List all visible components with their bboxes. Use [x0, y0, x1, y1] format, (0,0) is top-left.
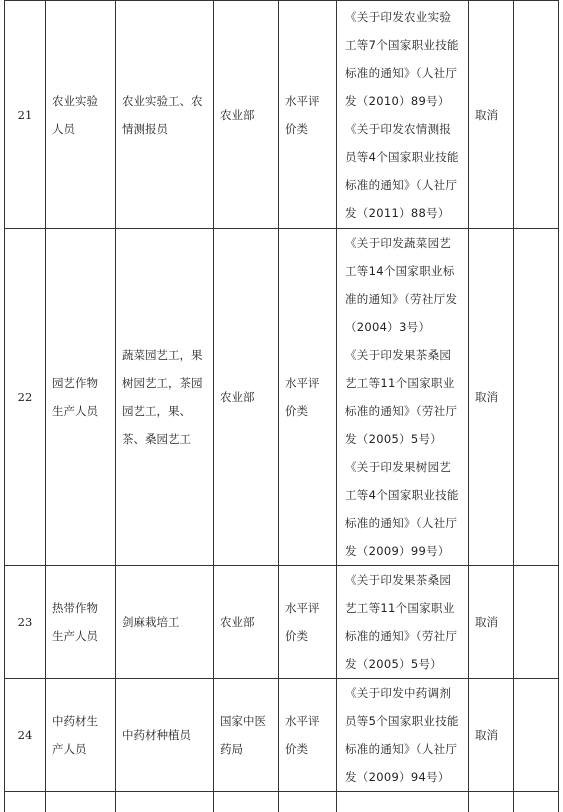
occupation-table: [4, 0, 559, 812]
standard-cell: [337, 229, 469, 566]
occupation-cell: 蔬菜园艺工，果树园艺工，茶园园艺工，果、茶、桑园艺工: [116, 229, 214, 566]
department-cell: 国家中医药局: [214, 679, 279, 792]
action-cell: 取消: [469, 229, 514, 566]
category-cell: 农业实验人员: [46, 1, 116, 229]
department-cell: 农业部: [214, 229, 279, 566]
standard-document: 《关于印发蔬菜园艺工等14个国家职业标准的通知》（劳社厅发（2004）3号）: [345, 229, 462, 341]
action-cell: 取消: [469, 679, 514, 792]
standard-cell: [337, 566, 469, 679]
action-cell: 取消: [469, 1, 514, 229]
table-row: [5, 679, 559, 792]
table-row-partial: [5, 792, 559, 812]
row-number: 23: [5, 566, 46, 679]
department-cell: 农业部: [214, 1, 279, 229]
standard-document: 《关于印发果树园艺工等4个国家职业技能标准的通知》（人社厅发（2009）99号）: [345, 453, 462, 565]
standard-cell: [337, 679, 469, 792]
empty-cell: [5, 792, 46, 812]
row-number: 21: [5, 1, 46, 229]
empty-cell: [337, 792, 469, 812]
type-cell: 水平评价类: [279, 679, 337, 792]
row-number: 22: [5, 229, 46, 566]
note-cell: [514, 1, 559, 229]
type-cell: 水平评价类: [279, 566, 337, 679]
standard-document: 《关于印发中药调剂员等5个国家职业技能标准的通知》（人社厅发（2009）94号）: [345, 679, 462, 791]
standard-document: 《关于印发农业实验工等7个国家职业技能标准的通知》（人社厅发（2010）89号）: [345, 3, 462, 115]
standard-document: 《关于印发果茶桑园艺工等11个国家职业标准的通知》（劳社厅发（2005）5号）: [345, 566, 462, 678]
standard-document: 《关于印发果茶桑园艺工等11个国家职业标准的通知》（劳社厅发（2005）5号）: [345, 341, 462, 453]
empty-cell: [514, 792, 559, 812]
category-cell: 中药材生产人员: [46, 679, 116, 792]
action-cell: 取消: [469, 566, 514, 679]
category-cell: 热带作物生产人员: [46, 566, 116, 679]
note-cell: [514, 229, 559, 566]
empty-cell: [469, 792, 514, 812]
note-cell: [514, 566, 559, 679]
standard-document: 《关于印发农情测报员等4个国家职业技能标准的通知》（人社厅发（2011）88号）: [345, 115, 462, 227]
type-cell: 水平评价类: [279, 229, 337, 566]
category-cell: 园艺作物生产人员: [46, 229, 116, 566]
table-row: [5, 566, 559, 679]
occupation-cell: 农业实验工、农情测报员: [116, 1, 214, 229]
empty-cell: [279, 792, 337, 812]
department-cell: 农业部: [214, 566, 279, 679]
table-row: [5, 229, 559, 566]
table-row: [5, 1, 559, 229]
standard-cell: [337, 1, 469, 229]
empty-cell: [46, 792, 116, 812]
empty-cell: [116, 792, 214, 812]
empty-cell: [214, 792, 279, 812]
type-cell: 水平评价类: [279, 1, 337, 229]
row-number: 24: [5, 679, 46, 792]
occupation-cell: 剑麻栽培工: [116, 566, 214, 679]
occupation-cell: 中药材种植员: [116, 679, 214, 792]
note-cell: [514, 679, 559, 792]
